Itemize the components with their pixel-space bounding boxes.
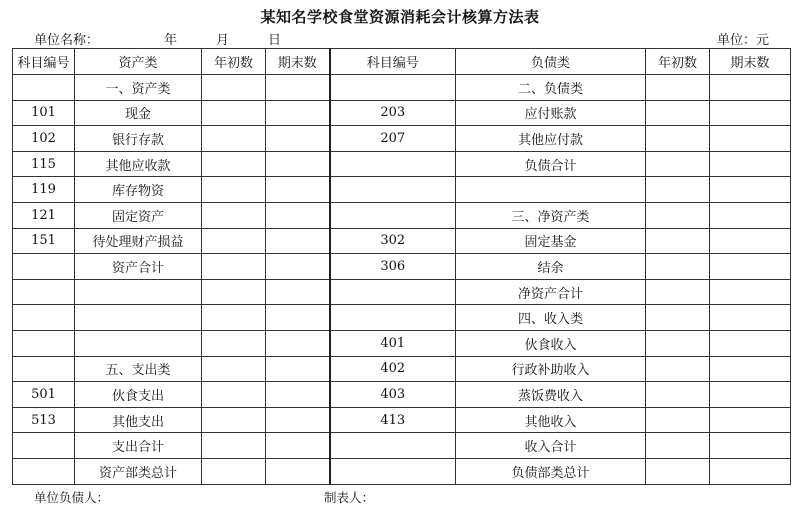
closing-balance-left	[266, 177, 330, 203]
opening-balance-left	[202, 100, 266, 126]
closing-balance-right	[710, 433, 791, 459]
table-row	[13, 407, 791, 433]
account-code-right: 207	[330, 126, 456, 152]
account-code-right	[330, 151, 456, 177]
opening-balance-right	[646, 100, 710, 126]
table-row	[13, 100, 791, 126]
opening-balance-left	[202, 330, 266, 356]
liability-item-name: 四、收入类	[456, 305, 646, 331]
closing-balance-right	[710, 254, 791, 280]
closing-balance-left	[266, 151, 330, 177]
asset-item-name	[75, 305, 202, 331]
asset-item-name: 资产部类总计	[75, 458, 202, 484]
closing-balance-left	[266, 382, 330, 408]
opening-balance-right	[646, 151, 710, 177]
account-code-right	[330, 305, 456, 331]
closing-balance-left	[266, 75, 330, 101]
asset-item-name: 银行存款	[75, 126, 202, 152]
header-liability-class: 负债类	[456, 49, 646, 75]
currency-unit-label: 单位：元	[717, 33, 770, 48]
asset-item-name	[75, 279, 202, 305]
asset-item-name: 待处理财产损益	[75, 228, 202, 254]
liability-item-name: 收入合计	[456, 433, 646, 459]
closing-balance-right	[710, 202, 791, 228]
opening-balance-left	[202, 177, 266, 203]
accounting-table	[12, 48, 791, 485]
closing-balance-right	[710, 100, 791, 126]
asset-item-name: 资产合计	[75, 254, 202, 280]
asset-item-name: 其他应收款	[75, 151, 202, 177]
responsible-person-label: 单位负债人：	[34, 490, 110, 505]
account-code-right	[330, 202, 456, 228]
closing-balance-left	[266, 305, 330, 331]
opening-balance-right	[646, 433, 710, 459]
liability-item-name: 负债部类总计	[456, 458, 646, 484]
liability-item-name: 固定基金	[456, 228, 646, 254]
year-label: 年	[164, 33, 178, 48]
closing-balance-right	[710, 151, 791, 177]
liability-item-name: 伙食收入	[456, 330, 646, 356]
closing-balance-right	[710, 75, 791, 101]
account-code-left	[13, 305, 75, 331]
table-row	[13, 279, 791, 305]
liability-item-name: 负债合计	[456, 151, 646, 177]
opening-balance-left	[202, 407, 266, 433]
account-code-right	[330, 177, 456, 203]
table-row	[13, 254, 791, 280]
table-row	[13, 305, 791, 331]
opening-balance-right	[646, 126, 710, 152]
asset-item-name: 现金	[75, 100, 202, 126]
liability-item-name: 行政补助收入	[456, 356, 646, 382]
opening-balance-left	[202, 279, 266, 305]
account-code-left: 513	[13, 407, 75, 433]
closing-balance-right	[710, 126, 791, 152]
opening-balance-right	[646, 228, 710, 254]
closing-balance-right	[710, 279, 791, 305]
table-row	[13, 433, 791, 459]
table-row	[13, 202, 791, 228]
closing-balance-right	[710, 177, 791, 203]
account-code-left	[13, 75, 75, 101]
closing-balance-left	[266, 254, 330, 280]
header-opening-left: 年初数	[202, 49, 266, 75]
opening-balance-right	[646, 305, 710, 331]
table-row	[13, 75, 791, 101]
asset-item-name: 支出合计	[75, 433, 202, 459]
table-row	[13, 126, 791, 152]
account-code-left: 102	[13, 126, 75, 152]
table-row	[13, 356, 791, 382]
liability-item-name: 蒸饭费收入	[456, 382, 646, 408]
liability-item-name: 三、净资产类	[456, 202, 646, 228]
account-code-left	[13, 330, 75, 356]
preparer-label: 制表人：	[324, 490, 375, 505]
opening-balance-right	[646, 202, 710, 228]
header-closing-right: 期末数	[710, 49, 791, 75]
asset-item-name: 固定资产	[75, 202, 202, 228]
account-code-right: 302	[330, 228, 456, 254]
closing-balance-right	[710, 407, 791, 433]
table-header-row	[13, 49, 791, 75]
opening-balance-left	[202, 126, 266, 152]
opening-balance-left	[202, 458, 266, 484]
table-row	[13, 151, 791, 177]
account-code-right	[330, 458, 456, 484]
account-code-right: 402	[330, 356, 456, 382]
opening-balance-left	[202, 305, 266, 331]
opening-balance-right	[646, 254, 710, 280]
table-row	[13, 330, 791, 356]
account-code-left	[13, 433, 75, 459]
header-code-left: 科目编号	[13, 49, 75, 75]
closing-balance-left	[266, 458, 330, 484]
table-row	[13, 382, 791, 408]
liability-item-name: 其他应付款	[456, 126, 646, 152]
asset-item-name: 一、资产类	[75, 75, 202, 101]
month-label: 月	[216, 33, 230, 48]
account-code-left: 101	[13, 100, 75, 126]
header-opening-right: 年初数	[646, 49, 710, 75]
liability-item-name: 净资产合计	[456, 279, 646, 305]
closing-balance-right	[710, 382, 791, 408]
account-code-left: 501	[13, 382, 75, 408]
account-code-right: 306	[330, 254, 456, 280]
opening-balance-left	[202, 75, 266, 101]
closing-balance-left	[266, 356, 330, 382]
opening-balance-right	[646, 458, 710, 484]
account-code-right: 401	[330, 330, 456, 356]
closing-balance-right	[710, 330, 791, 356]
liability-item-name: 结余	[456, 254, 646, 280]
closing-balance-right	[710, 356, 791, 382]
opening-balance-left	[202, 356, 266, 382]
account-code-left	[13, 458, 75, 484]
opening-balance-left	[202, 433, 266, 459]
opening-balance-right	[646, 382, 710, 408]
opening-balance-left	[202, 228, 266, 254]
closing-balance-right	[710, 458, 791, 484]
closing-balance-left	[266, 228, 330, 254]
account-code-right: 403	[330, 382, 456, 408]
table-row	[13, 228, 791, 254]
header-code-right: 科目编号	[330, 49, 456, 75]
opening-balance-right	[646, 330, 710, 356]
closing-balance-left	[266, 279, 330, 305]
opening-balance-right	[646, 279, 710, 305]
account-code-left	[13, 254, 75, 280]
unit-name-label: 单位名称：	[34, 33, 100, 48]
asset-item-name: 伙食支出	[75, 382, 202, 408]
account-code-left: 121	[13, 202, 75, 228]
page-title: 某知名学校食堂资源消耗会计核算方法表	[260, 8, 540, 26]
opening-balance-left	[202, 202, 266, 228]
account-code-left	[13, 356, 75, 382]
liability-item-name	[456, 177, 646, 203]
closing-balance-left	[266, 202, 330, 228]
opening-balance-right	[646, 177, 710, 203]
asset-item-name: 其他支出	[75, 407, 202, 433]
account-code-right	[330, 433, 456, 459]
asset-item-name	[75, 330, 202, 356]
account-code-right	[330, 279, 456, 305]
account-code-left	[13, 279, 75, 305]
account-code-right	[330, 75, 456, 101]
table-row	[13, 177, 791, 203]
opening-balance-left	[202, 382, 266, 408]
closing-balance-left	[266, 126, 330, 152]
account-code-right: 203	[330, 100, 456, 126]
closing-balance-left	[266, 100, 330, 126]
closing-balance-right	[710, 228, 791, 254]
liability-item-name: 二、负债类	[456, 75, 646, 101]
closing-balance-left	[266, 407, 330, 433]
opening-balance-right	[646, 356, 710, 382]
liability-item-name: 其他收入	[456, 407, 646, 433]
opening-balance-left	[202, 254, 266, 280]
account-code-left: 151	[13, 228, 75, 254]
day-label: 日	[268, 33, 282, 48]
asset-item-name: 库存物资	[75, 177, 202, 203]
header-asset-class: 资产类	[75, 49, 202, 75]
opening-balance-right	[646, 75, 710, 101]
closing-balance-left	[266, 330, 330, 356]
header-closing-left: 期末数	[266, 49, 330, 75]
closing-balance-left	[266, 433, 330, 459]
account-code-left: 119	[13, 177, 75, 203]
table-row	[13, 458, 791, 484]
account-code-left: 115	[13, 151, 75, 177]
closing-balance-right	[710, 305, 791, 331]
liability-item-name: 应付账款	[456, 100, 646, 126]
account-code-right: 413	[330, 407, 456, 433]
asset-item-name: 五、支出类	[75, 356, 202, 382]
opening-balance-right	[646, 407, 710, 433]
opening-balance-left	[202, 151, 266, 177]
